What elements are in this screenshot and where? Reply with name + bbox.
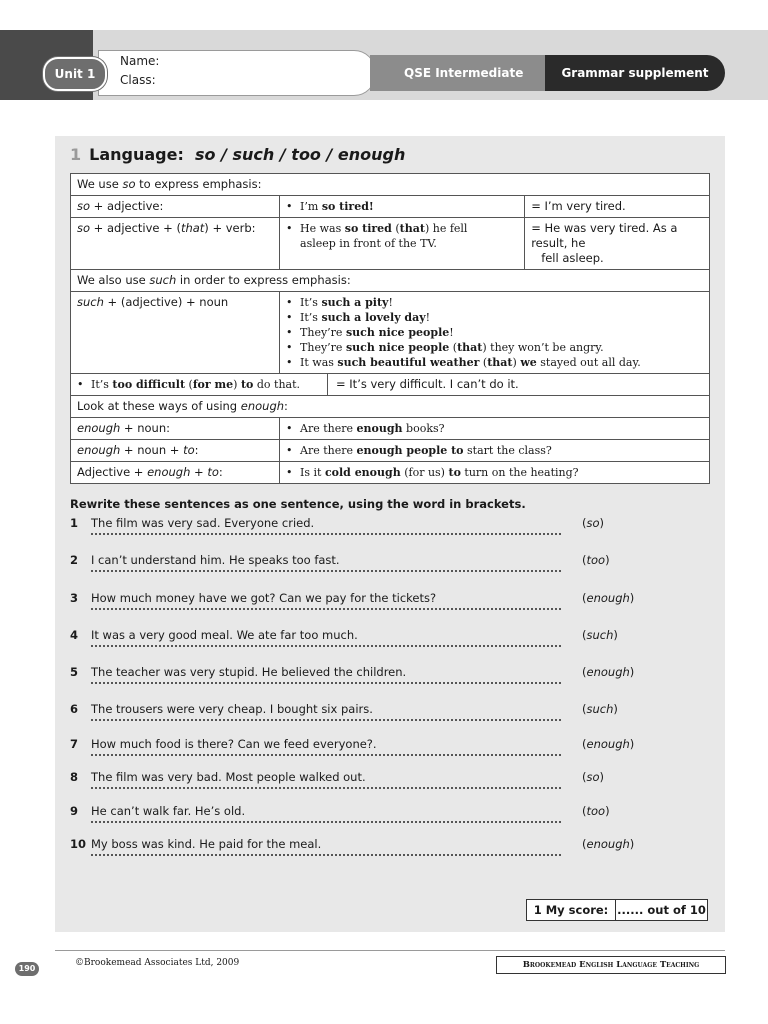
- item-sentence: It was a very good meal. We ate far too much.: [91, 628, 358, 642]
- answer-line[interactable]: [91, 785, 561, 789]
- item-keyword: (too): [582, 804, 610, 818]
- answer-line[interactable]: [91, 752, 561, 756]
- item-keyword: (enough): [582, 591, 635, 605]
- exercise-item: [70, 702, 710, 738]
- item-keyword: (too): [582, 553, 610, 567]
- rule-cell: Adjective + enough + to:: [71, 462, 280, 484]
- table-row: [71, 374, 710, 396]
- example-cell: • Are there enough people to start the class?: [280, 440, 710, 462]
- score-box: [526, 899, 708, 921]
- exercise-item: [70, 837, 710, 873]
- section-title: [70, 145, 405, 164]
- item-sentence: How much food is there? Can we feed everyone?.: [91, 737, 377, 751]
- table-row: [71, 418, 710, 440]
- answer-line[interactable]: [91, 680, 561, 684]
- example-cell: • I’m so tired!: [280, 196, 525, 218]
- answer-line[interactable]: [91, 819, 561, 823]
- item-sentence: My boss was kind. He paid for the meal.: [91, 837, 322, 851]
- item-number: 5: [70, 665, 79, 679]
- exercise-item: [70, 737, 710, 773]
- answer-line[interactable]: [91, 531, 561, 535]
- equivalent-cell: = I’m very tired.: [525, 196, 710, 218]
- table-row: [71, 440, 710, 462]
- class-label: Class:: [120, 73, 156, 87]
- item-number: 3: [70, 591, 79, 605]
- item-keyword: (such): [582, 702, 618, 716]
- copyright: ©Brookemead Associates Ltd, 2009: [75, 958, 240, 968]
- rule-cell: enough + noun:: [71, 418, 280, 440]
- item-number: 10: [70, 837, 87, 851]
- item-number: 1: [70, 516, 79, 530]
- table-row: [71, 218, 710, 270]
- item-keyword: (enough): [582, 837, 635, 851]
- footer-divider: [55, 950, 725, 951]
- section-tab: Grammar supplement: [545, 55, 725, 91]
- section-number: 1: [70, 145, 82, 164]
- item-sentence: The film was very bad. Most people walked out.: [91, 770, 366, 784]
- section-title-prefix: Language:: [89, 145, 184, 164]
- item-keyword: (such): [582, 628, 618, 642]
- equivalent-cell: = He was very tired. As a result, he fell asleep.: [525, 218, 710, 270]
- publisher: Brookemead English Language Teaching: [496, 956, 726, 974]
- score-value: ...... out of 10: [617, 903, 706, 917]
- table-heading-so: We use so to express emphasis:: [71, 174, 710, 196]
- level-tab: QSE Intermediate: [370, 55, 546, 91]
- item-number: 2: [70, 553, 79, 567]
- exercise-item: [70, 770, 710, 806]
- item-keyword: (enough): [582, 665, 635, 679]
- exercise-item: [70, 591, 710, 627]
- example-cell: • Are there enough books?: [280, 418, 710, 440]
- exercise-item: [70, 516, 710, 552]
- exercise-item: [70, 804, 710, 840]
- table-row: [71, 462, 710, 484]
- score-label: 1 My score:: [527, 900, 616, 920]
- example-cell: • Is it cold enough (for us) to turn on the heating?: [280, 462, 710, 484]
- example-cell: • It’s such a pity! • It’s such a lovely day! • They’re such nice people! • They’re such nice people (that) they won’t be angry. • It was such beautiful weather (that) we stayed out all day.: [280, 292, 710, 374]
- exercise-instruction: Rewrite these sentences as one sentence, using the word in brackets.: [70, 497, 526, 511]
- table-row: [71, 396, 710, 418]
- exercise-item: [70, 628, 710, 664]
- page-number: 190: [15, 962, 39, 976]
- empty-cell: [525, 374, 710, 396]
- item-number: 8: [70, 770, 79, 784]
- section-title-topic: so / such / too / enough: [195, 145, 406, 164]
- item-sentence: He can’t walk far. He’s old.: [91, 804, 246, 818]
- grammar-table: [70, 173, 710, 484]
- table-row: [71, 270, 710, 292]
- answer-line[interactable]: [91, 568, 561, 572]
- item-number: 9: [70, 804, 79, 818]
- table-row: [71, 196, 710, 218]
- rule-cell: enough + noun + to:: [71, 440, 280, 462]
- table-heading-enough: Look at these ways of using enough:: [71, 396, 710, 418]
- table-row: [71, 174, 710, 196]
- item-number: 6: [70, 702, 79, 716]
- answer-line[interactable]: [91, 606, 561, 610]
- equivalent-cell: = It’s very difficult. I can’t do it.: [327, 374, 519, 395]
- rule-cell: such + (adjective) + noun: [71, 292, 280, 374]
- exercise-item: [70, 553, 710, 589]
- item-sentence: I can’t understand him. He speaks too fast.: [91, 553, 340, 567]
- item-keyword: (so): [582, 516, 605, 530]
- example-cell: • It’s too difficult (for me) to do that. = It’s very difficult. I can’t do it.: [71, 374, 525, 396]
- rule-cell: so + adjective + (that) + verb:: [71, 218, 280, 270]
- item-sentence: The trousers were very cheap. I bought six pairs.: [91, 702, 373, 716]
- item-number: 4: [70, 628, 79, 642]
- table-heading-such: We also use such in order to express emphasis:: [71, 270, 710, 292]
- item-keyword: (enough): [582, 737, 635, 751]
- item-number: 7: [70, 737, 79, 751]
- item-sentence: How much money have we got? Can we pay for the tickets?: [91, 591, 437, 605]
- item-keyword: (so): [582, 770, 605, 784]
- table-row: [71, 292, 710, 374]
- answer-line[interactable]: [91, 717, 561, 721]
- name-label: Name:: [120, 54, 160, 68]
- exercise-item: [70, 665, 710, 701]
- example-cell: • He was so tired (that) he fell asleep in front of the TV.: [280, 218, 525, 270]
- item-sentence: The teacher was very stupid. He believed the children.: [91, 665, 407, 679]
- rule-cell: so + adjective:: [71, 196, 280, 218]
- item-sentence: The film was very sad. Everyone cried.: [91, 516, 315, 530]
- answer-line[interactable]: [91, 852, 561, 856]
- answer-line[interactable]: [91, 643, 561, 647]
- unit-badge: Unit 1: [43, 57, 107, 91]
